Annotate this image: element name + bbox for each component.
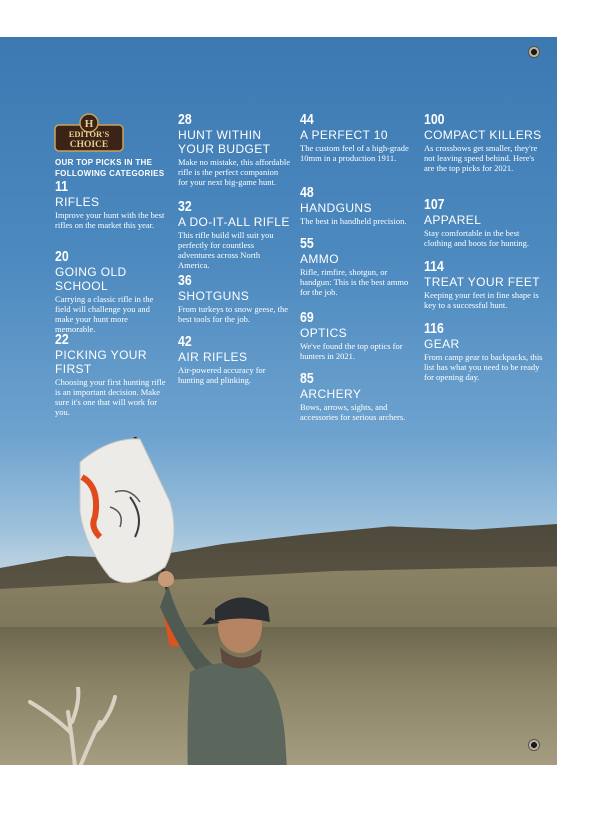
toc-entry-shotguns[interactable]: [178, 272, 290, 324]
toc-entry-ammo[interactable]: [300, 235, 412, 297]
entry-description: This rifle build will suit you perfectly for countless adventures across North America.: [178, 230, 274, 270]
page-number: 44: [300, 111, 314, 128]
toc-entry-picking-your-first[interactable]: [55, 331, 173, 417]
svg-text:EDITOR'S: EDITOR'S: [68, 129, 110, 139]
entry-title: A PERFECT 10: [300, 128, 388, 142]
entry-title: HANDGUNS: [300, 201, 372, 215]
entry-title: A DO-IT-ALL RIFLE: [178, 215, 290, 229]
toc-entry-optics[interactable]: [300, 309, 412, 361]
page-number: 28: [178, 111, 192, 128]
toc-entry-do-it-all-rifle[interactable]: [178, 198, 290, 270]
entry-description: Choosing your first hunting rifle is an important decision. Make sure it's one that will work for you.: [55, 377, 166, 417]
toc-entry-treat-your-feet[interactable]: [424, 258, 544, 310]
entry-description: The custom feel of a high-grade 10mm in a production 1911.: [300, 143, 409, 163]
toc-entry-compact-killers[interactable]: [424, 111, 544, 173]
entry-description: From camp gear to backpacks, this list has what you need to be ready for opening day.: [424, 352, 543, 382]
svg-text:CHOICE: CHOICE: [69, 140, 109, 150]
page-number: 20: [55, 248, 69, 265]
entry-description: Stay comfortable in the best clothing and boots for hunting.: [424, 228, 530, 248]
page-number: 42: [178, 333, 192, 350]
page-number: 107: [424, 196, 445, 213]
editors-choice-badge: [53, 113, 125, 153]
entry-title: HUNT WITHIN YOUR BUDGET: [178, 128, 271, 156]
entry-title: AIR RIFLES: [178, 350, 248, 364]
entry-title: GOING OLD SCHOOL: [55, 265, 127, 293]
page-number: 48: [300, 184, 314, 201]
entry-title: PICKING YOUR FIRST: [55, 348, 147, 376]
entry-title: SHOTGUNS: [178, 289, 250, 303]
page-number: 22: [55, 331, 69, 348]
grommet-icon: [528, 739, 540, 751]
toc-entry-air-rifles[interactable]: [178, 333, 290, 385]
toc-entry-handguns[interactable]: [300, 184, 412, 226]
page-number: 116: [424, 320, 444, 337]
toc-entry-gear[interactable]: [424, 320, 544, 382]
grommet-icon: [528, 46, 540, 58]
antler-photo: [20, 687, 120, 765]
entry-title: ARCHERY: [300, 387, 362, 401]
entry-title: COMPACT KILLERS: [424, 128, 542, 142]
entry-description: Rifle, rimfire, shotgun, or handgun: This is the best ammo for the job.: [300, 267, 409, 297]
entry-description: Make no mistake, this affordable rifle is the perfect companion for your next big-game hunt.: [178, 157, 290, 187]
intro-heading: OUR TOP PICKS IN THE FOLLOWING CATEGORIES: [55, 158, 165, 178]
page-number: 85: [300, 370, 314, 387]
toc-entry-rifles[interactable]: [55, 178, 170, 230]
entry-title: GEAR: [424, 337, 460, 351]
entry-title: RIFLES: [55, 195, 100, 209]
entry-description: Keeping your feet in fine shape is key to a successful hunt.: [424, 290, 539, 310]
entry-title: OPTICS: [300, 326, 348, 340]
entry-description: From turkeys to snow geese, the best tools for the job.: [178, 304, 289, 324]
svg-text:H: H: [84, 118, 94, 130]
entry-title: TREAT YOUR FEET: [424, 275, 541, 289]
entry-description: Improve your hunt with the best rifles on the market this year.: [55, 210, 165, 230]
page-number: 55: [300, 235, 314, 252]
toc-entry-apparel[interactable]: [424, 196, 544, 248]
page-number: 32: [178, 198, 192, 215]
page-number: 69: [300, 309, 314, 326]
page-number: 36: [178, 272, 192, 289]
entry-description: Bows, arrows, sights, and accessories for serious archers.: [300, 402, 406, 422]
toc-entry-hunt-within-your-budget[interactable]: [178, 111, 290, 187]
page-number: 100: [424, 111, 445, 128]
entry-description: As crossbows get smaller, they're not leaving speed behind. Here's are the top picks for 2021.: [424, 143, 538, 173]
page-number: 114: [424, 258, 444, 275]
toc-entry-going-old-school[interactable]: [55, 248, 170, 334]
entry-description: Carrying a classic rifle in the field will challenge you and make your hunt more memorable.: [55, 294, 154, 334]
entry-title: AMMO: [300, 252, 339, 266]
entry-title: APPAREL: [424, 213, 482, 227]
toc-entry-archery[interactable]: [300, 370, 412, 422]
magazine-page: [0, 37, 557, 765]
entry-description: The best in handheld precision.: [300, 216, 407, 226]
entry-description: We've found the top optics for hunters in 2021.: [300, 341, 403, 361]
entry-description: Air-powered accuracy for hunting and plinking.: [178, 365, 266, 385]
page-number: 11: [55, 178, 69, 195]
toc-entry-a-perfect-10[interactable]: [300, 111, 412, 163]
